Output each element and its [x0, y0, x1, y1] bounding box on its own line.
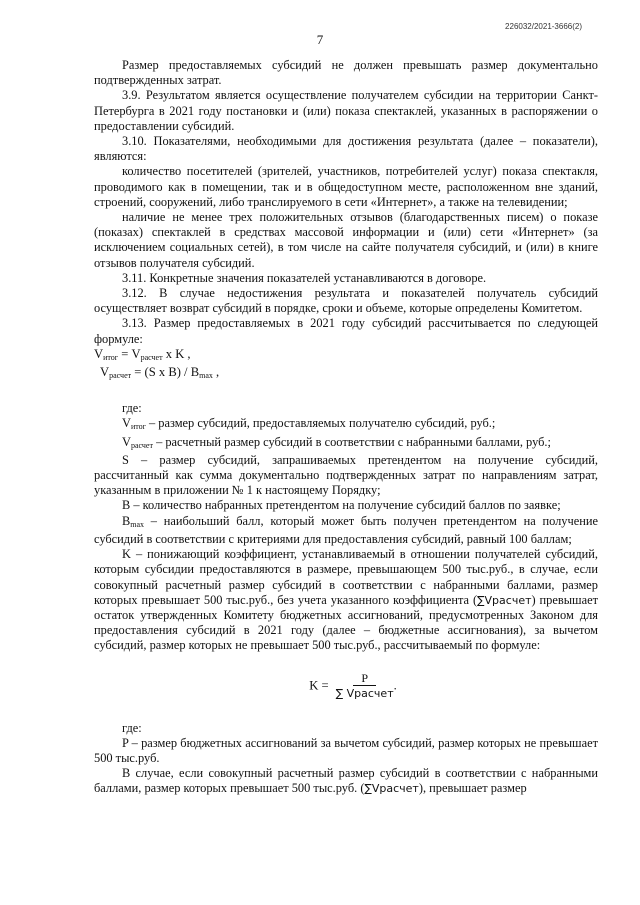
def-text: ) превышает остаток утвержденных Комитету бюджетных ассигнований, предусмотренных Законом для предоставления субсидий в 2021 году (далее – бюджетные ассигнования), за вычетом субсидий, размер которых не превышает 500 тыс.руб., рассчитываемый по формуле:	[94, 592, 599, 653]
indicator-reviews: наличие не менее трех положительных отзывов (благодарственных писем) о показе (показах) спектаклей в средствах массовой информации и (или) сети «Интернет» (за исключением социальных сетей), в том числе на сайте получателя субсидий, и (или) в книге отзывов получателя субсидий.	[94, 210, 598, 270]
sum-expression: ∑Vрасчет	[364, 782, 419, 796]
formula-subscript: итог	[103, 352, 119, 362]
formula-symbol: V	[131, 346, 141, 361]
where-label: где:	[122, 720, 142, 735]
formula-operator: =	[118, 346, 132, 361]
definition-v-itog	[94, 416, 598, 434]
definition-s: S – размер субсидий, запрашиваемых претендентом на получение субсидий, рассчитанный как сумма документально подтвержденных затрат по направлениям затрат, указанным в приложении № 1 к настоящему Порядку;	[94, 452, 598, 498]
definition-v-raschet	[94, 435, 598, 453]
para-text: ), превышает размер	[418, 781, 527, 796]
def-symbol: V	[122, 416, 131, 431]
def-text: – наибольший балл, который может быть получен претендентом на получение субсидий в соответствии с критериями для предоставления субсидий, равный 100 баллам;	[94, 513, 598, 546]
formula-symbol: V	[100, 365, 110, 380]
para-text: В случае, если совокупный расчетный размер субсидий в соответствии с набранными баллами, размер которых превышает 500 тыс.руб. (	[94, 766, 598, 796]
formula-subscript: расчет	[140, 352, 163, 362]
formula-k	[94, 672, 598, 701]
def-text: K – понижающий коэффициент, устанавливаемый в отношении получателей субсидий, которым субсидии предоставляются в размере, превышающем 500 тыс.руб., в случае, если совокупный расчетный размер субсидий в соответствии с набранными баллами, размер которых превышает 500 тыс.руб., без учета указанного коэффициента (	[94, 547, 598, 607]
formula-expression: = (S x B) / B	[131, 365, 200, 380]
definition-b: B – количество набранных претендентом на получение субсидий баллов по заявке;	[122, 498, 561, 513]
sum-expression: ∑Vрасчет	[477, 593, 532, 607]
page-number: 7	[316, 32, 324, 47]
paragraph-3-11: 3.11. Конкретные значения показателей устанавливаются в договоре.	[122, 270, 487, 285]
def-text: – расчетный размер субсидий в соответствии с набранными баллами, руб.;	[152, 434, 551, 449]
paragraph: Размер предоставляемых субсидий не должен превышать размер документально подтвержденных затрат.	[94, 58, 598, 88]
fraction	[336, 672, 394, 701]
def-text: – размер субсидий, предоставляемых получателю субсидий, руб.;	[145, 416, 496, 431]
formula-subscript: расчет	[109, 371, 132, 381]
def-subscript: расчет	[130, 440, 153, 450]
paragraph-3-9: 3.9. Результатом является осуществление получателем субсидии на территории Санкт-Петербурга в 2021 году постановки и (или) показа спектаклей, указанных в распоряжении о предоставлении субсидий.	[94, 88, 598, 133]
paragraph-3-12: 3.12. В случае недостижения результата и показателей получатель субсидий осуществляет возврат субсидий в порядке, сроки и объеме, которые определены Комитетом.	[94, 286, 598, 316]
def-subscript: max	[130, 519, 145, 529]
formula-v-raschet	[94, 365, 598, 383]
paragraph-continuation	[94, 766, 598, 796]
document-body	[94, 58, 598, 797]
fraction-denominator: ∑ Vрасчет	[335, 686, 394, 700]
document-registration-number: 226032/2021-3666(2)	[505, 22, 582, 31]
def-symbol: B	[122, 513, 131, 528]
formula-lhs: K =	[309, 677, 332, 692]
definition-b-max	[94, 514, 598, 547]
formula-tail: x K ,	[162, 346, 191, 361]
formula-symbol: V	[94, 346, 104, 361]
formula-v-itog	[94, 347, 598, 365]
def-subscript: итог	[130, 422, 146, 432]
where-label: где:	[122, 401, 142, 416]
formula-tail: ,	[212, 365, 220, 380]
fraction-numerator: P	[353, 672, 376, 686]
definition-k	[94, 547, 598, 653]
def-symbol: V	[122, 434, 131, 449]
formula-subscript: max	[199, 371, 213, 381]
formula-tail: .	[393, 677, 397, 692]
paragraph-3-10: 3.10. Показателями, необходимыми для достижения результата (далее – показатели), являются:	[94, 134, 598, 164]
indicator-visitors: количество посетителей (зрителей, участников, потребителей услуг) показа спектакля, проводимого как в помещении, так и в общедоступном месте, расположенном вне зданий, строений, сооружений, либо транслируемого в сети «Интернет», а также на телевидении;	[94, 164, 598, 209]
definition-p: P – размер бюджетных ассигнований за вычетом субсидий, размер которых не превышает 500 тыс.руб.	[94, 735, 598, 765]
paragraph-3-13: 3.13. Размер предоставляемых в 2021 году субсидий рассчитывается по следующей формуле:	[94, 316, 598, 346]
